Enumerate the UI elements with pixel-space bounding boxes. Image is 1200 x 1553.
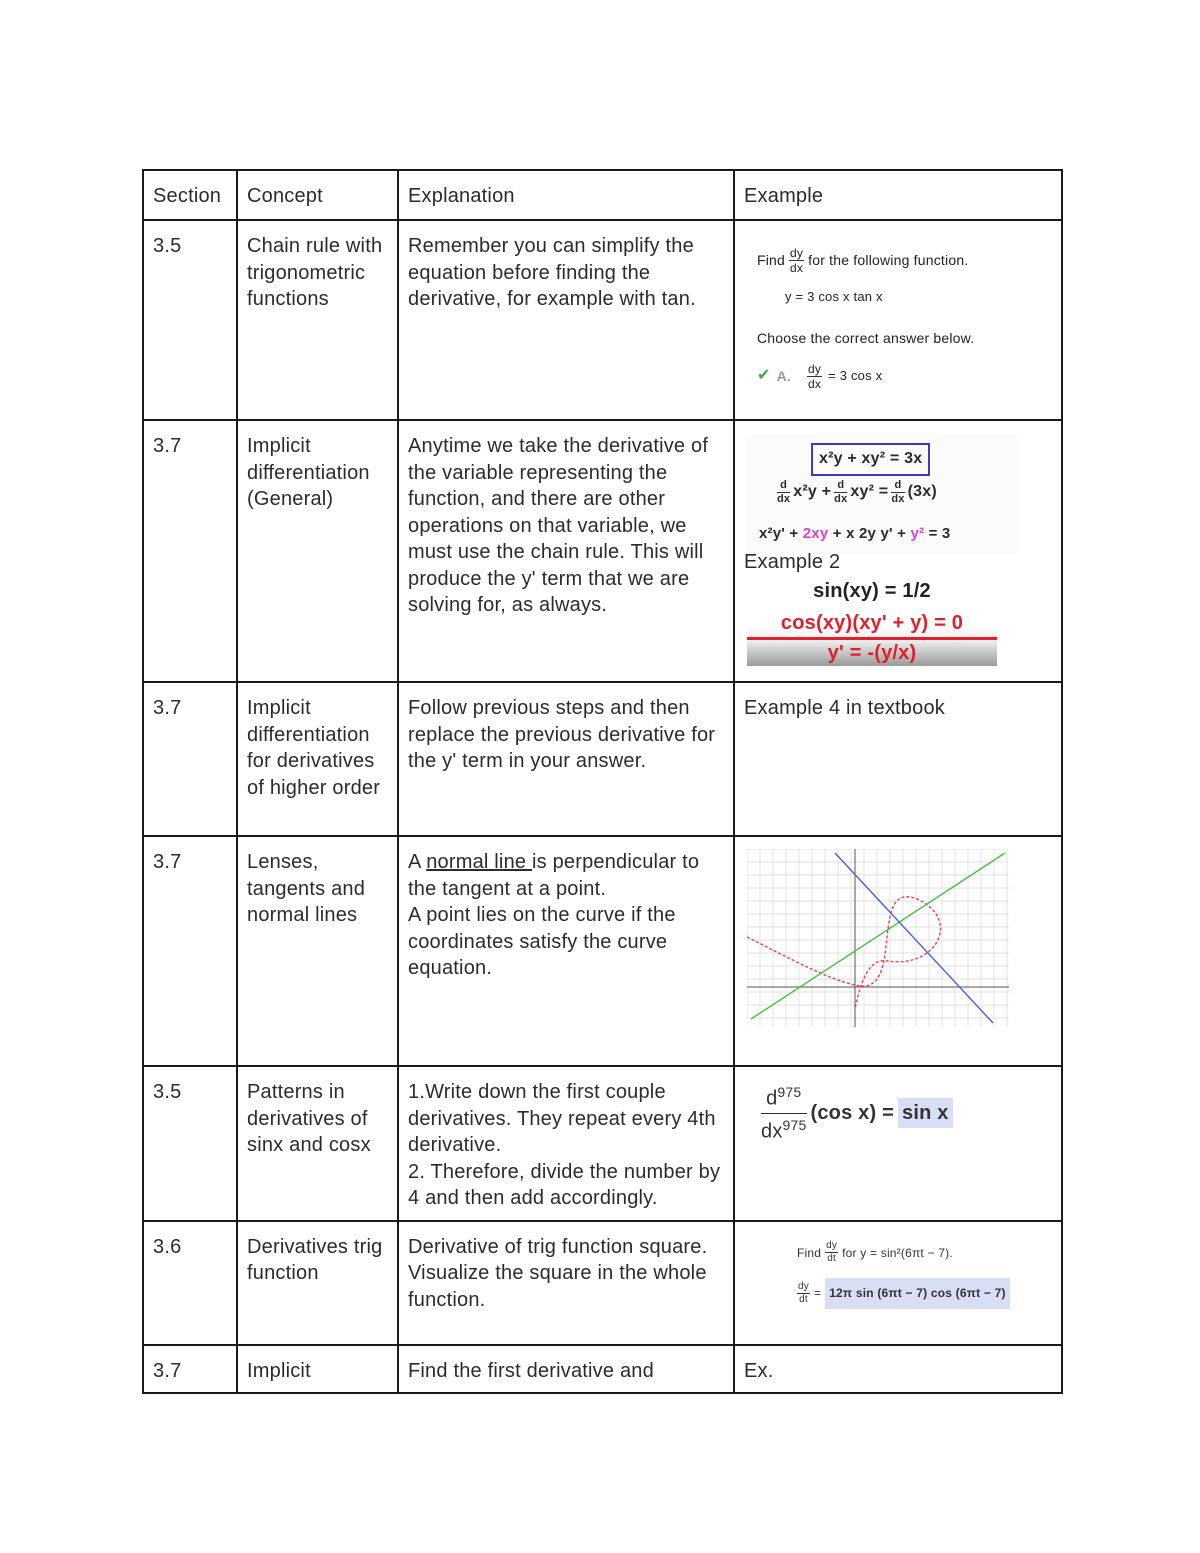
frac-den: dx [777, 492, 791, 505]
for-text: for y = sin²(6πt − 7). [842, 1245, 953, 1260]
frac-num: dy [790, 246, 804, 260]
explanation-cell: Remember you can simplify the equation before finding the derivative, for example with tan. [398, 220, 734, 420]
concept-cell: Implicit differentiation (General) [237, 420, 398, 682]
table-header-row [143, 170, 1062, 220]
header-explanation: Explanation [398, 170, 734, 220]
example-cell [734, 420, 1062, 682]
example-cell: Example 4 in textbook [734, 682, 1062, 836]
explanation-rest: is perpendicular to the tangent at a point. [408, 851, 700, 900]
explanation-cell: Anytime we take the derivative of the variable representing the function, and there are other operations on that variable, we must use the chain rule. This will produce the y' term that we are solving for, as always. [398, 420, 734, 682]
section-cell: 3.7 [143, 836, 237, 1066]
explanation-cell [398, 1066, 734, 1221]
frac-num: d [834, 480, 847, 493]
table-row [143, 682, 1062, 836]
answer-highlight: 12π sin (6πt − 7) cos (6πt − 7) [825, 1278, 1010, 1309]
example-cell [734, 220, 1062, 420]
step2-equation [777, 479, 937, 506]
table-row [143, 836, 1062, 1066]
implicit-example-image [747, 435, 1019, 553]
header-example: Example [734, 170, 1062, 220]
frac-den [761, 1114, 807, 1142]
explanation-cell [398, 836, 734, 1066]
concept-cell: Derivatives trig function [237, 1221, 398, 1345]
d-dx-fraction [777, 480, 790, 505]
step3-c: + x 2y y' + [828, 525, 911, 542]
function-text: (cos x) = [810, 1101, 894, 1124]
tangent-normal-graph [747, 849, 1009, 1027]
explanation-cell: Derivative of trig function square. Visualize the square in the whole function. [398, 1221, 734, 1345]
for-text: for the following function. [808, 252, 969, 269]
explanation-line2: 2. Therefore, divide the number by 4 and then add accordingly. [408, 1160, 721, 1209]
section-cell: 3.6 [143, 1221, 237, 1345]
section-cell: 3.5 [143, 220, 237, 420]
frac-den: dt [799, 1293, 808, 1305]
table-row [143, 220, 1062, 420]
frac-den: dt [827, 1253, 837, 1265]
example2-label: Example 2 [744, 551, 841, 573]
example-cell [734, 836, 1062, 1066]
notes-table [142, 169, 1063, 1394]
d-dx-fraction [834, 480, 847, 505]
step2-term1: x²y + [793, 483, 832, 500]
example-problem [757, 247, 974, 390]
section-cell: 3.5 [143, 1066, 237, 1221]
explanation-cell: Find the first derivative and [398, 1345, 734, 1394]
section-cell: 3.7 [143, 420, 237, 682]
frac-den: dx [790, 261, 804, 275]
dy-dx-fraction [789, 247, 804, 274]
frac-num: d [777, 480, 790, 493]
example-cell [734, 1066, 1062, 1221]
frac-num: dy [826, 1240, 838, 1252]
step3-d: y² [910, 525, 925, 542]
concept-cell: Implicit differentiation for derivatives of higher order [237, 682, 398, 836]
concept-cell: Implicit [237, 1345, 398, 1394]
equation: y = 3 cos x tan x [785, 289, 883, 304]
find-label: Find [797, 1245, 822, 1260]
frac-num-d: d [766, 1087, 778, 1110]
d-dx-fraction [891, 480, 904, 505]
table-row [143, 1221, 1062, 1345]
step3-a: x²y' + [759, 525, 803, 542]
explanation-cell: Follow previous steps and then replace the previous derivative for the y' term in your answer. [398, 682, 734, 836]
answer-highlight: sin x [898, 1098, 953, 1129]
ex2-line2: cos(xy)(xy' + y) = 0 [780, 612, 964, 634]
equals-sign: = [813, 1286, 822, 1300]
concept-cell: Patterns in derivatives of sinx and cosx [237, 1066, 398, 1221]
step3-e: = 3 [924, 525, 951, 542]
d975-fraction [761, 1085, 807, 1141]
example-cell: Ex. [734, 1345, 1062, 1394]
table-row [143, 420, 1062, 682]
answer-frac-num: dy [808, 362, 822, 376]
explanation-prefix: A [408, 851, 427, 873]
step2-term3: (3x) [907, 483, 937, 500]
step2-term2: xy² = [850, 483, 889, 500]
frac-den: dx [834, 492, 848, 505]
table-row [143, 1345, 1062, 1394]
header-concept: Concept [237, 170, 398, 220]
trig-square-example [797, 1240, 1010, 1309]
dy-dt-fraction [797, 1282, 810, 1305]
table-row [143, 1066, 1062, 1221]
concept-cell: Chain rule with trigonometric functions [237, 220, 398, 420]
concept-cell: Lenses, tangents and normal lines [237, 836, 398, 1066]
dy-dt-fraction [825, 1241, 838, 1264]
section-cell: 3.7 [143, 1345, 237, 1394]
explanation-line2: A point lies on the curve if the coordinates satisfy the curve equation. [408, 904, 676, 979]
frac-num: d [891, 480, 904, 493]
frac-num [761, 1085, 807, 1114]
check-icon: ✔ [757, 367, 771, 385]
ex2-line1: sin(xy) = 1/2 [813, 580, 931, 602]
step3-b: 2xy [802, 525, 829, 542]
example-cell [734, 1221, 1062, 1345]
section-cell: 3.7 [143, 682, 237, 836]
find-label: Find [757, 252, 786, 269]
step3-equation [759, 521, 950, 548]
answer-fraction [807, 363, 822, 390]
derivative-pattern-example [761, 1085, 953, 1141]
answer-rhs: = 3 cos x [828, 368, 883, 384]
answer-frac-den: dx [808, 377, 822, 391]
explanation-line1: 1.Write down the first couple derivatives. They repeat every 4th derivative. [408, 1081, 716, 1156]
frac-den-dx: dx [761, 1120, 783, 1143]
frac-num-exp: 975 [777, 1084, 802, 1100]
boxed-equation: x²y + xy² = 3x [811, 443, 930, 476]
answer-row [757, 363, 974, 390]
example2-image [747, 574, 997, 666]
choose-text: Choose the correct answer below. [757, 329, 975, 346]
answer-label: A. [776, 368, 792, 385]
frac-den: dx [891, 492, 905, 505]
header-section: Section [143, 170, 237, 220]
frac-num: dy [798, 1280, 809, 1292]
ex2-line3: y' = -(y/x) [827, 642, 917, 664]
normal-line-term: normal line [426, 851, 532, 873]
frac-den-exp: 975 [782, 1116, 807, 1133]
